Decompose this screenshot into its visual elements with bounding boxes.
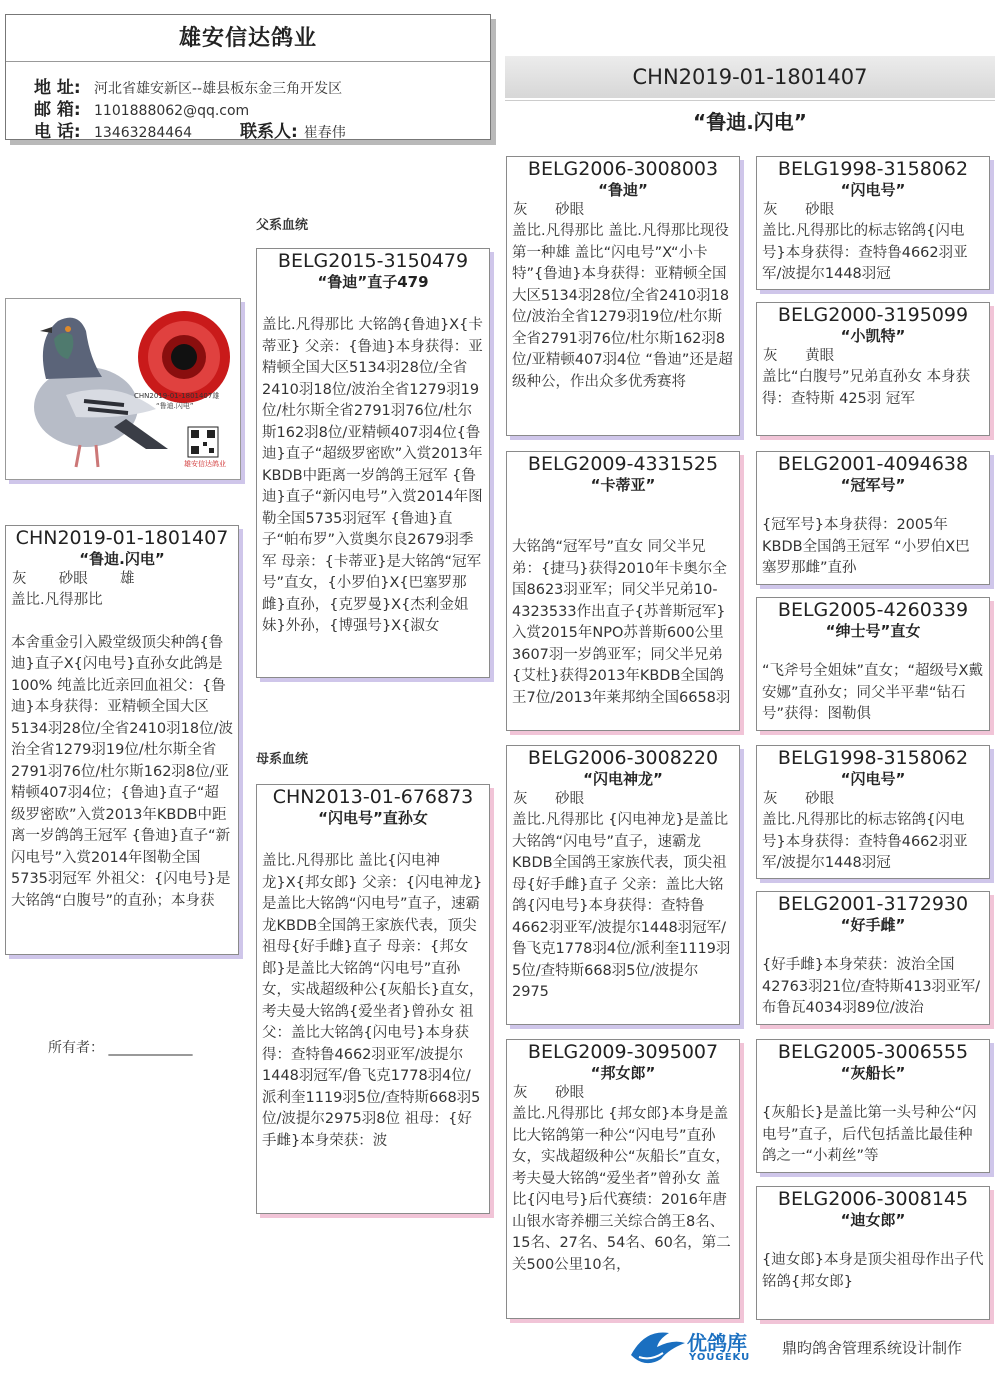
ggen-card-7 [756, 1039, 990, 1173]
dam-sire-card [506, 745, 740, 1025]
sire-sire-ring: BELG2006-3008003 [527, 158, 719, 180]
sire-sire-eye: 砂眼 [555, 202, 585, 218]
owner-line [48, 1037, 192, 1057]
ggen-card-5 [756, 745, 990, 879]
sire-dam-card [506, 451, 740, 731]
sire-nick: “鲁迪”直子479 [317, 273, 429, 291]
sire-text: 盖比.凡得那比 大铭鸽{鲁迪}X{卡蒂亚} 父亲：{鲁迪}本身获得：亚精顿全国大区5134羽28位/全省2410羽18位/波治全省1279羽19位/杜尔斯全省2791羽76位/杜尔斯162羽8位/亚精顿407羽4位{鲁迪}直子“超级罗密欧”入赏2013年KBDB中距离一岁鸽鸽王冠军 {鲁迪}直子“新闪电号”入赏2014年图勒全国5735羽冠军 {鲁迪}直子“帕布罗”入赏奥尔良2679羽季军 母亲：{卡蒂亚}是大铭鸽“冠军号”直女，{小罗伯}X{巴塞罗那雌}直孙，{克罗曼}X{杰利金姐妹}外孙，{博强号}X{淑女 [262, 317, 483, 634]
ggen-6-nick: “好手雌” [840, 916, 906, 934]
ggen-card-4 [756, 597, 990, 731]
ggen-1-text: 盖比.凡得那比的标志铭鸽{闪电号}本身获得：查特鲁4662羽亚军/波提尔1448羽冠 [762, 223, 968, 282]
dam-card [256, 784, 490, 1214]
pigeon-illustration [6, 299, 240, 479]
ggen-1-nick: “闪电号” [840, 181, 906, 199]
dam-sire-nick: “闪电神龙” [583, 770, 663, 788]
phone-row [34, 117, 346, 142]
ggen-5-text: 盖比.凡得那比的标志铭鸽{闪电号}本身获得：查特鲁4662羽亚军/波提尔1448羽冠 [762, 812, 968, 871]
pedigree-ring-band: CHN2019-01-1801407 [505, 56, 995, 98]
ggen-7-text: {灰船长}是盖比第一头号种公“闪电号”直子，后代包括盖比最佳种鸽之一“小莉丝”等 [762, 1105, 977, 1164]
pigeon-photo [5, 298, 241, 480]
address-label: 地 址: [34, 78, 81, 98]
ggen-4-ring: BELG2005-4260339 [777, 599, 969, 621]
dove-logo-icon [625, 1325, 689, 1369]
subject-ring: CHN2019-01-1801407 [15, 527, 229, 549]
sire-dam-ring: BELG2009-4331525 [527, 453, 719, 475]
ggen-3-ring: BELG2001-4094638 [777, 453, 969, 475]
ggen-8-nick: “迪女郎” [840, 1211, 906, 1229]
ggen-1-eye: 砂眼 [805, 202, 835, 218]
sire-ring: BELG2015-3150479 [277, 250, 469, 272]
ggen-2-ring: BELG2000-3195099 [777, 304, 969, 326]
ggen-card-3 [756, 451, 990, 585]
logo-text-cn: 优鸽库 [687, 1331, 747, 1355]
sire-dam-nick: “卡蒂亚” [590, 476, 656, 494]
loft-header [5, 14, 491, 140]
ggen-7-ring: BELG2005-3006555 [777, 1041, 969, 1063]
photo-caption-loft: 雄安信达鸽业 [184, 460, 226, 468]
dam-dam-ring: BELG2009-3095007 [527, 1041, 719, 1063]
ggen-2-nick: “小凯特” [840, 327, 906, 345]
logo-text-en: YOUGEKU [689, 1352, 751, 1363]
dam-sire-attrs [507, 789, 739, 810]
ggen-card-8 [756, 1186, 990, 1320]
ggen-5-ring: BELG1998-3158062 [777, 747, 969, 769]
loft-name: 雄安信达鸽业 [178, 26, 317, 51]
sire-card [256, 248, 490, 678]
ggen-3-text: {冠军号}本身获得：2005年KBDB全国鸽王冠军 “小罗伯X巴塞罗那雌”直孙 [762, 517, 970, 576]
subject-card [5, 525, 239, 955]
dam-dam-color: 灰 [513, 1085, 528, 1101]
sire-sire-nick: “鲁迪” [598, 181, 648, 199]
ggen-6-ring: BELG2001-3172930 [777, 893, 969, 915]
ggen-6-text: {好手雌}本身荣获：波治全国42763羽21位/查特斯413羽亚军/布鲁瓦4034羽89位/波治 [762, 957, 981, 1016]
sire-section-label: 父系血统 [256, 218, 309, 233]
ggen-card-1 [756, 156, 990, 290]
subject-sex: 雄 [120, 571, 135, 587]
dam-sire-text: 盖比.凡得那比 {闪电神龙}是盖比大铭鸽“闪电号”直子，速霸龙KBDB全国鸽王家族代表，顶尖祖母{好手雌}直子 父亲：盖比大铭鸽{闪电号}本身获得：查特鲁4662羽亚军/波提尔1448羽冠军/鲁飞克1778羽4位/派利奎1119羽5位/查特斯668羽5位/波提尔2975 [512, 812, 731, 1000]
sire-sire-text: 盖比.凡得那比 盖比.凡得那比现役第一种雄 盖比“闪电号”X“小卡特”{鲁迪}本身获得：亚精顿全国大区5134羽28位/全省2410羽18位/波治全省1279羽19位/杜尔斯全省2791羽76位/杜尔斯162羽8位/亚精顿407羽4位 “鲁迪”还是超级种公，作出众多优秀赛将 [512, 223, 733, 390]
phone-label: 电 话: [34, 122, 81, 142]
dam-dam-eye: 砂眼 [555, 1085, 585, 1101]
sire-sire-card [506, 156, 740, 436]
pedigree-band-line [505, 100, 995, 101]
ggen-3-nick: “冠军号” [840, 476, 906, 494]
footer-credit: 鼎昀鸽舍管理系统设计制作 [782, 1339, 963, 1357]
header-divider [6, 61, 490, 62]
ggen-1-attrs [757, 200, 989, 221]
yougeku-logo [625, 1325, 775, 1369]
ggen-5-color: 灰 [763, 791, 778, 807]
dam-dam-text: 盖比.凡得那比 {邦女郎}本身是盖比大铭鸽第一种公“闪电号”直孙女，实战超级种公“灰船长”直女，考夫曼大铭鸽“爱坐者”曾孙女 盖比{闪电号}后代赛绩：2016年唐山银水寄养棚三关综合鸽王8名、15名、27名、54名、60名，第二关500公里10名， [512, 1106, 731, 1273]
ggen-5-eye: 砂眼 [805, 791, 835, 807]
subject-eye: 砂眼 [58, 571, 88, 587]
ggen-5-nick: “闪电号” [840, 770, 906, 788]
subject-color: 灰 [12, 571, 27, 587]
dam-sire-eye: 砂眼 [555, 791, 585, 807]
dam-dam-nick: “邦女郎” [590, 1064, 656, 1082]
ggen-1-ring: BELG1998-3158062 [777, 158, 969, 180]
photo-caption-name: “鲁迪.闪电” [156, 402, 194, 410]
subject-attrs [6, 569, 238, 590]
ggen-2-eye: 黄眼 [805, 348, 835, 364]
sire-dam-text: 大铭鸽“冠军号”直女 同父半兄弟：{捷马}获得2010年卡奥尔全国8623羽亚军；同父半兄弟10-4323533作出直子{苏普斯冠军}入赏2015年NPO苏普斯600公里3607羽一岁鸽亚军；同父半兄弟{艾杜}获得2013年KBDB全国鸽王7位/2013年莱邦纳全国6658羽 [512, 539, 731, 706]
contact-value: 崔春伟 [303, 125, 346, 141]
ggen-8-text: {迪女郎}本身是顶尖祖母作出子代铭鸽{邦女郎} [762, 1252, 984, 1290]
email-value: 1101888062@qq.com [94, 103, 250, 119]
photo-caption-ring: CHN2019-01-1801407雄 [134, 392, 220, 400]
subject-nick: “鲁迪.闪电” [79, 550, 165, 568]
ggen-7-nick: “灰船长” [840, 1064, 906, 1082]
dam-ring: CHN2013-01-676873 [272, 786, 474, 808]
ggen-card-2 [756, 302, 990, 436]
subject-text: 本舍重金引入殿堂级顶尖种鸽{鲁迪}直子X{闪电号}直孙女此鸽是100% 纯盖比近亲回血祖父：{鲁迪}本身获得：亚精顿全国大区5134羽28位/全省2410羽18位/波治全省1279羽19位/杜尔斯全省2791羽76位/杜尔斯162羽8位/亚精顿407羽4位；{鲁迪}直子“超级罗密欧”入赏2013年KBDB中距离一岁鸽鸽王冠军 {鲁迪}直子“新闪电号”入赏2014年图勒全国5735羽冠军 外祖父：{闪电号}是大铭鸽“白腹号”的直孙；本身获 [11, 634, 233, 909]
phone-value: 13463284464 [94, 125, 192, 141]
ggen-1-color: 灰 [763, 202, 778, 218]
dam-section-label: 母系血统 [256, 752, 309, 767]
dam-text: 盖比.凡得那比 盖比{闪电神龙}X{邦女郎} 父亲：{闪电神龙}是盖比大铭鸽“闪电号”直子，速霸龙KBDB全国鸽王家族代表，顶尖祖母{好手雌}直子 母亲：{邦女郎}是盖比大铭鸽“闪电号”直孙女，实战超级种公{灰船长}直女，考夫曼大铭鸽{爱坐者}曾孙女 祖父：盖比大铭鸽{闪电号}本身获得：查特鲁4662羽亚军/波提尔1448羽冠军/鲁飞克1778羽4位/派利奎1119羽5位/查特斯668羽5位/波提尔2975羽8位 祖母：{好手雌}本身荣获：波 [262, 853, 484, 1149]
ggen-2-color: 灰 [763, 348, 778, 364]
email-label: 邮 箱: [34, 100, 81, 120]
sire-sire-color: 灰 [513, 202, 528, 218]
dam-nick: “闪电号”直孙女 [318, 809, 428, 827]
contact-label: 联系人: [239, 122, 298, 142]
ggen-2-text: 盖比“白腹号”兄弟直孙女 本身获得：查特斯 425羽 冠军 [762, 369, 971, 407]
sire-sire-attrs [507, 200, 739, 221]
address-value: 河北省雄安新区--雄县板东金三角开发区 [94, 81, 343, 97]
dam-dam-attrs [507, 1083, 739, 1104]
owner-label: 所有者： [48, 1040, 104, 1056]
subject-strain: 盖比.凡得那比 [11, 592, 103, 608]
ggen-card-6 [756, 891, 990, 1025]
owner-value: ____________ [108, 1040, 193, 1056]
ggen-2-attrs [757, 346, 989, 367]
dam-sire-color: 灰 [513, 791, 528, 807]
ggen-5-attrs [757, 789, 989, 810]
pedigree-name: “鲁迪.闪电” [693, 110, 807, 134]
ggen-8-ring: BELG2006-3008145 [777, 1188, 969, 1210]
ggen-4-text: “飞斧号全姐妹”直女；“超级号X戴安娜”直孙女；同父半平辈“钻石号”获得：图勒俱 [762, 663, 983, 722]
dam-dam-card [506, 1039, 740, 1319]
ggen-4-nick: “绅士号”直女 [825, 622, 921, 640]
dam-sire-ring: BELG2006-3008220 [527, 747, 719, 769]
